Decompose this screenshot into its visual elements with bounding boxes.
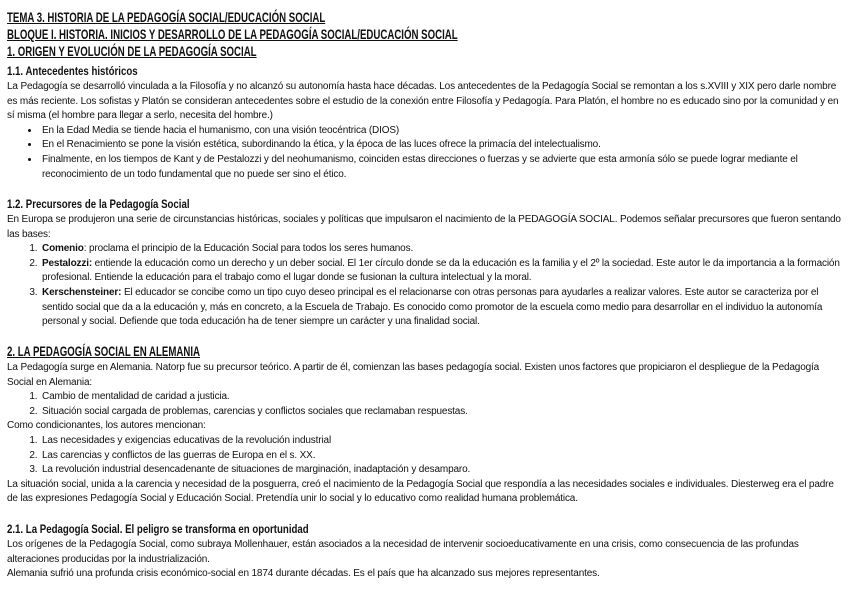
section-1-title: 1. ORIGEN Y EVOLUCIÓN DE LA PEDAGOGÍA SOCIAL — [7, 43, 257, 59]
section-2-1-paragraph-1: Los orígenes de la Pedagogía Social, como subraya Mollenhauer, están asociados a la necesidad de intervenir socioeducativamente en una crisis, como consecuencia de las profundas alteraciones producidas por la industrialización. — [7, 539, 799, 565]
precursor-text: entiende la educación como un derecho y un deber social. El 1er círculo donde se da la educación es la familia y el 2º la sociedad. Este autor le da importancia a la formación profesional. Entiende la educación para el trabajo como el lugar donde se fusionan la cultura intelectual y la moral. — [42, 257, 840, 284]
section-1-2-heading: 1.2. Precursores de la Pedagogía Social — [7, 199, 190, 211]
list-item: • En la Edad Media se tiende hacia el humanismo, con una visión teocéntrica (DIOS) — [40, 124, 843, 139]
section-1-2-paragraph: En Europa se produjeron una serie de circunstancias históricas, sociales y políticas que impulsaron el nacimiento de la PEDAGOGÍA SOCIAL. Podemos señalar precursores que fueron sentando las bases: — [7, 214, 841, 240]
factors-list — [7, 390, 843, 419]
section-1-1 — [7, 62, 843, 182]
list-item: 2. Las carencias y conflictos de las guerras de Europa en el s. XX. — [40, 449, 843, 464]
bloque-title: BLOQUE I. HISTORIA. INICIOS Y DESARROLLO DE LA PEDAGOGÍA SOCIAL/EDUCACIÓN SOCIAL — [7, 26, 458, 42]
list-item: 2. Situación social cargada de problemas, carencias y conflictos sociales que reclamaban respuestas. — [40, 405, 843, 420]
precursor-name: Pestalozzi: — [42, 257, 93, 269]
section-1-title-wrap — [7, 43, 843, 61]
section-1-2 — [7, 195, 843, 330]
section-1-1-heading: 1.1. Antecedentes históricos — [7, 66, 138, 78]
precursor-text: : proclama el principio de la Educación Social para todos los seres humanos. — [83, 243, 414, 255]
precursors-list — [7, 242, 843, 330]
section-1-1-paragraph: La Pedagogía se desarrolló vinculada a la Filosofía y no alcanzó su autonomía hasta hace décadas. Los antecedentes de la Pedagogía Social se remontan a los s.XVIII y XIX pero darle nombre es más reciente. Los sofistas y Platón se consideran antecedentes sobre el estudio de la conexión entre Filosofía y Pedagogía. Para Platón, el hombre no es educado sino por la comunidad y en sí misma (el hombre para llegar a serlo, necesita del hombre.) — [7, 81, 839, 122]
block-title-wrap — [7, 26, 843, 44]
list-item — [40, 257, 843, 286]
section-2 — [7, 343, 843, 507]
list-item — [40, 242, 843, 257]
section-2-paragraph-1: La Pedagogía surge en Alemania. Natorp fue su precursor teórico. A partir de él, comienzan las bases pedagogía social. Existen unos factores que propiciaron el despliegue de la Pedagogía Social en Alemania: — [7, 362, 820, 388]
section-2-heading: 2. LA PEDAGOGÍA SOCIAL EN ALEMANIA — [7, 343, 201, 359]
list-item: • En el Renacimiento se pone la visión estética, subordinando la ética, y la época de las luces ofrece la primacía del intelectualismo. — [40, 138, 843, 153]
list-item: 1. Cambio de mentalidad de caridad a justicia. — [40, 390, 843, 405]
section-1-1-bullets — [7, 124, 843, 182]
section-2-1-heading: 2.1. La Pedagogía Social. El peligro se transforma en oportunidad — [7, 524, 309, 536]
section-2-1 — [7, 520, 843, 582]
section-2-paragraph-2: Como condicionantes, los autores mencionan: — [7, 420, 206, 432]
list-item: • Finalmente, en los tiempos de Kant y de Pestalozzi y del neohumanismo, coinciden estas direcciones o fuerzas y se advierte que esta armonía sólo se puede lograr mediante el reconocimiento de un todo fundamental que no puede ser sino el ético. — [40, 153, 843, 182]
list-item: 3. La revolución industrial desencadenante de situaciones de marginación, inadaptación y desamparo. — [40, 463, 843, 478]
precursor-text: El educador se concibe como un tipo cuyo deseo principal es el relacionarse con otras personas para ayudarles a realizar valores. Este autor se caracteriza por el sentido social que da a la educación y, más en concreto, a la Escuela de Trabajo. Es conocido como promotor de la escuela como medio para desarrollar en el individuo la autonomía personal y social. Defiende que toda educación ha de tener siempre un carácter y una finalidad social. — [42, 286, 823, 328]
precursor-name: Comenio — [42, 243, 84, 255]
document-title — [7, 9, 843, 27]
precursor-name: Kerschensteiner: — [42, 286, 122, 298]
section-2-1-paragraph-2: Alemania sufrió una profunda crisis económico-social en 1874 durante décadas. Es el país que ha alcanzado sus mejores representantes. — [7, 568, 600, 580]
list-item — [40, 286, 843, 330]
section-2-paragraph-3: La situación social, unida a la carencia y necesidad de la posguerra, creó el nacimiento de la Pedagogía Social que respondía a las necesidades sociales e individuales. Diesterweg era el padre de las expresiones Pedagogía Social y Educación Social. Pretendía unir lo social y lo educativo como realidad humana problemática. — [7, 478, 834, 505]
list-item: 1. Las necesidades y exigencias educativas de la revolución industrial — [40, 434, 843, 449]
conditions-list — [7, 434, 843, 478]
tema-title: TEMA 3. HISTORIA DE LA PEDAGOGÍA SOCIAL/EDUCACIÓN SOCIAL — [7, 9, 326, 25]
